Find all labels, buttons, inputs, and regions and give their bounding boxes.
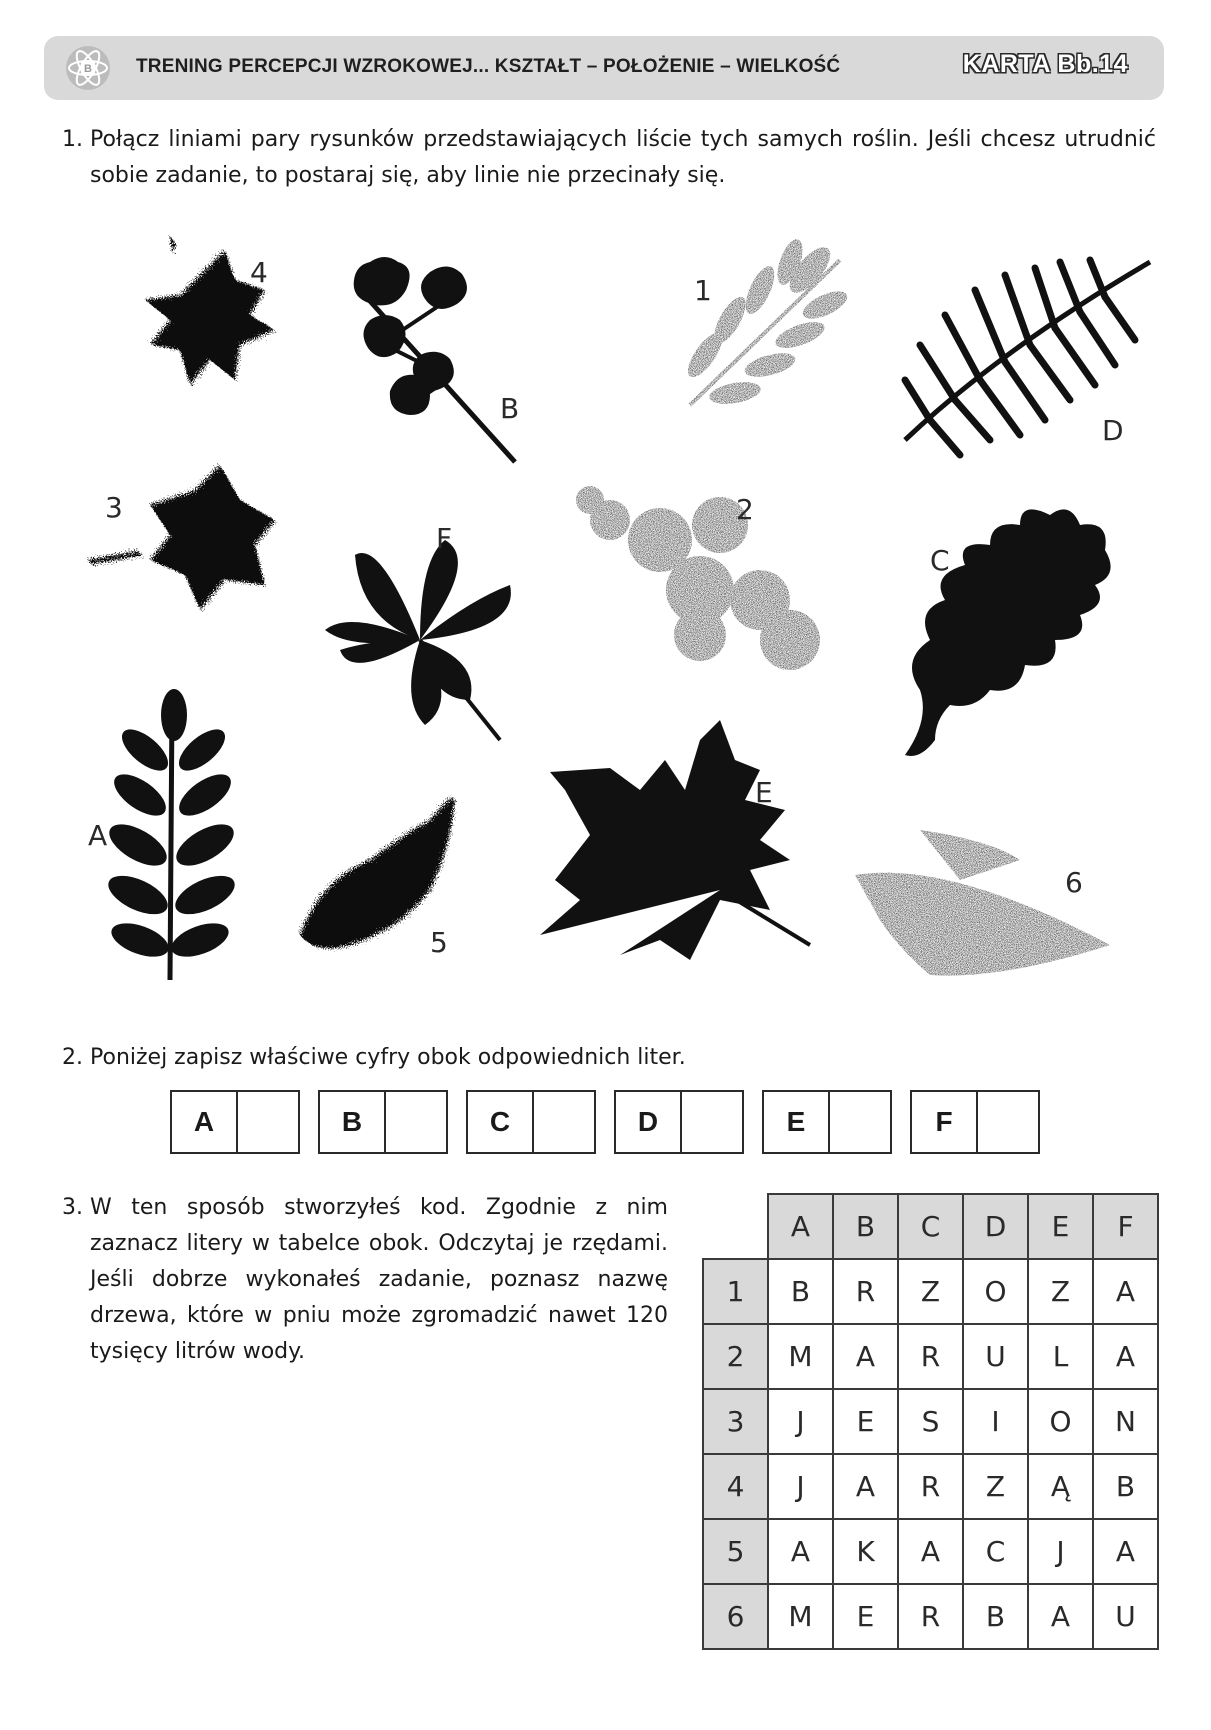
answer-box-C[interactable] <box>466 1090 596 1154</box>
leaf-6 <box>855 830 1110 976</box>
table-cell[interactable]: N <box>1093 1389 1158 1454</box>
label-E: E <box>755 776 773 809</box>
label-2: 2 <box>736 493 754 526</box>
table-cell[interactable]: Z <box>898 1259 963 1324</box>
table-cell[interactable]: J <box>1028 1519 1093 1584</box>
table-cell[interactable]: M <box>768 1584 833 1649</box>
worksheet-title: TRENING PERCEPCJI WZROKOWEJ... KSZTAŁT – POŁOŻENIE – WIELKOŚĆ <box>136 56 841 77</box>
table-cell[interactable]: A <box>768 1519 833 1584</box>
answer-input-A[interactable] <box>238 1092 298 1152</box>
table-cell[interactable]: R <box>898 1454 963 1519</box>
table-cell[interactable]: B <box>768 1259 833 1324</box>
card-id: KARTA Bb.14 <box>962 50 1128 78</box>
table-row <box>703 1389 1158 1454</box>
row-header: 6 <box>703 1584 768 1649</box>
table-cell[interactable]: K <box>833 1519 898 1584</box>
svg-text:B: B <box>84 63 92 75</box>
table-cell[interactable]: U <box>1093 1584 1158 1649</box>
answer-box-D[interactable] <box>614 1090 744 1154</box>
table-cell[interactable]: Z <box>1028 1259 1093 1324</box>
column-header: A <box>768 1194 833 1259</box>
answer-input-E[interactable] <box>830 1092 890 1152</box>
leaf-A <box>103 689 241 980</box>
task-2 <box>62 1040 962 1080</box>
task-2-text: Poniżej zapisz właściwe cyfry obok odpowiednich liter. <box>90 1045 686 1070</box>
row-header: 2 <box>703 1324 768 1389</box>
table-cell[interactable]: B <box>963 1584 1028 1649</box>
column-header: C <box>898 1194 963 1259</box>
label-D: D <box>1102 414 1124 447</box>
row-header: 4 <box>703 1454 768 1519</box>
answer-letter-D: D <box>616 1092 682 1152</box>
answer-letter-E: E <box>764 1092 830 1152</box>
label-1: 1 <box>694 274 712 307</box>
row-header: 1 <box>703 1259 768 1324</box>
answer-letter-C: C <box>468 1092 534 1152</box>
table-header-row <box>703 1194 1158 1259</box>
table-cell[interactable]: M <box>768 1324 833 1389</box>
answer-box-F[interactable] <box>910 1090 1040 1154</box>
table-cell[interactable]: A <box>898 1519 963 1584</box>
task-3-number: 3. <box>62 1195 83 1220</box>
table-cell[interactable]: J <box>768 1389 833 1454</box>
column-header: E <box>1028 1194 1093 1259</box>
row-header: 3 <box>703 1389 768 1454</box>
table-cell[interactable]: Ą <box>1028 1454 1093 1519</box>
code-table <box>702 1193 1159 1650</box>
label-A: A <box>88 819 108 852</box>
task-3-text: W ten sposób stworzyłeś kod. Zgodnie z nim zaznacz litery w tabelce obok. Odczytaj je rzędami. Jeśli dobrze wykonałeś zadanie, poznasz nazwę drzewa, które w pniu może zgromadzić nawet 120 tysięcy litrów wody. <box>90 1195 668 1364</box>
leaf-3 <box>90 465 275 610</box>
table-cell[interactable]: A <box>833 1324 898 1389</box>
task-1-text: Połącz liniami pary rysunków przedstawiających liście tych samych roślin. Jeśli chcesz utrudnić sobie zadanie, to postaraj się, aby linie nie przecinały się. <box>90 127 1156 188</box>
leaf-B <box>354 257 515 462</box>
table-cell[interactable]: O <box>963 1259 1028 1324</box>
answer-letter-F: F <box>912 1092 978 1152</box>
table-cell[interactable]: C <box>963 1519 1028 1584</box>
table-cell[interactable]: R <box>833 1259 898 1324</box>
leaf-1 <box>682 236 851 407</box>
table-cell[interactable]: E <box>833 1389 898 1454</box>
table-row <box>703 1454 1158 1519</box>
table-cell[interactable]: A <box>1093 1324 1158 1389</box>
table-cell[interactable]: I <box>963 1389 1028 1454</box>
table-row <box>703 1324 1158 1389</box>
table-row <box>703 1584 1158 1649</box>
table-cell[interactable]: S <box>898 1389 963 1454</box>
answer-box-A[interactable] <box>170 1090 300 1154</box>
table-cell[interactable]: U <box>963 1324 1028 1389</box>
label-5: 5 <box>430 926 448 959</box>
table-cell[interactable]: A <box>833 1454 898 1519</box>
table-cell[interactable]: R <box>898 1324 963 1389</box>
table-cell[interactable]: B <box>1093 1454 1158 1519</box>
table-cell[interactable]: A <box>1028 1584 1093 1649</box>
label-4: 4 <box>250 256 268 289</box>
row-header: 5 <box>703 1519 768 1584</box>
answer-box-B[interactable] <box>318 1090 448 1154</box>
answer-input-D[interactable] <box>682 1092 742 1152</box>
table-cell[interactable]: L <box>1028 1324 1093 1389</box>
task-1-number: 1. <box>62 127 83 152</box>
answer-letter-A: A <box>172 1092 238 1152</box>
leaf-E <box>540 720 810 960</box>
task-2-number: 2. <box>62 1045 83 1070</box>
label-F: F <box>436 522 453 555</box>
table-cell[interactable]: A <box>1093 1259 1158 1324</box>
table-cell[interactable]: J <box>768 1454 833 1519</box>
label-3: 3 <box>105 491 123 524</box>
table-cell[interactable]: A <box>1093 1519 1158 1584</box>
answer-input-B[interactable] <box>386 1092 446 1152</box>
column-header: B <box>833 1194 898 1259</box>
answer-boxes <box>170 1090 1050 1158</box>
table-row <box>703 1259 1158 1324</box>
table-row <box>703 1519 1158 1584</box>
column-header: D <box>963 1194 1028 1259</box>
answer-input-F[interactable] <box>978 1092 1038 1152</box>
column-header: F <box>1093 1194 1158 1259</box>
leaf-2 <box>576 486 820 670</box>
table-cell[interactable]: O <box>1028 1389 1093 1454</box>
answer-letter-B: B <box>320 1092 386 1152</box>
table-corner <box>703 1194 768 1259</box>
answer-box-E[interactable] <box>762 1090 892 1154</box>
label-6: 6 <box>1065 866 1083 899</box>
label-B: B <box>500 392 520 425</box>
answer-input-C[interactable] <box>534 1092 594 1152</box>
table-cell[interactable]: R <box>898 1584 963 1649</box>
task-3 <box>62 1190 668 1364</box>
table-cell[interactable]: E <box>833 1584 898 1649</box>
table-cell[interactable]: Z <box>963 1454 1028 1519</box>
label-C: C <box>930 544 950 577</box>
leaf-F <box>325 540 511 740</box>
